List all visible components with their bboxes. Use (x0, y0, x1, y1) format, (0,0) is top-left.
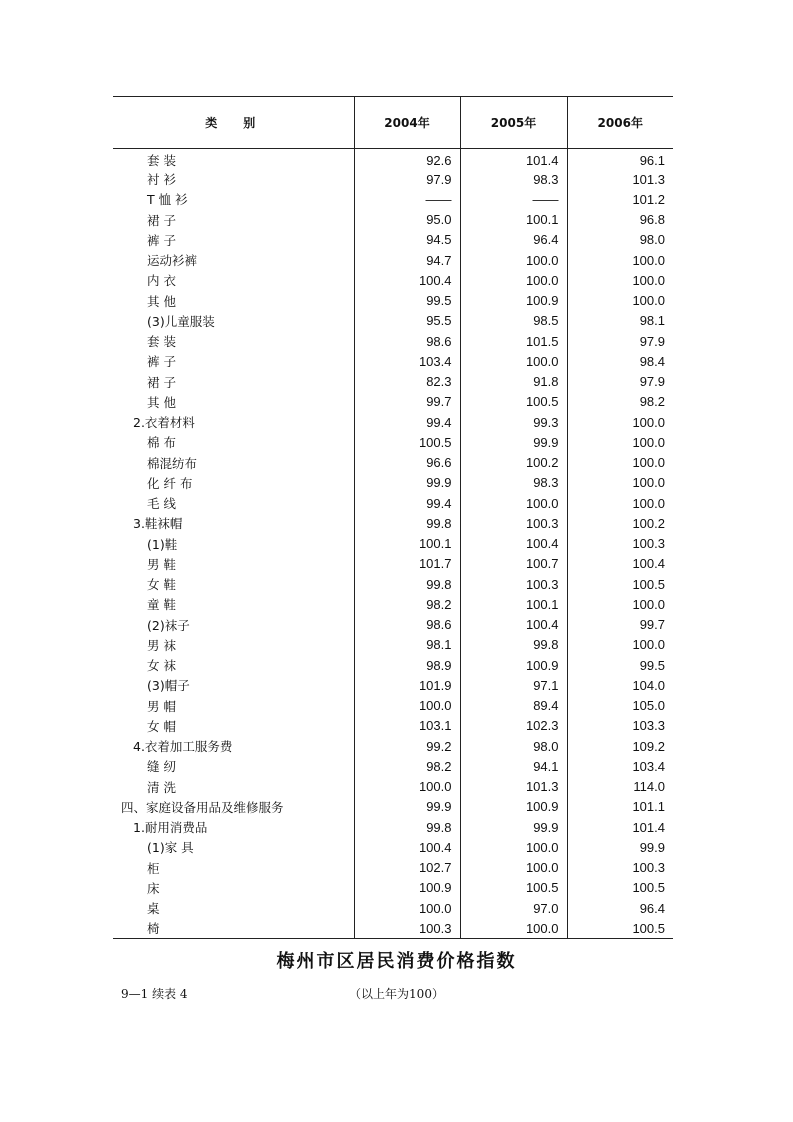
row-value-2005: 100.0 (460, 351, 567, 371)
row-value-2006: 100.0 (567, 432, 673, 452)
table-row (113, 351, 673, 371)
row-category: 四、家庭设备用品及维修服务 (121, 799, 284, 815)
row-value-2004: 99.5 (354, 291, 460, 311)
table-row (113, 797, 673, 817)
row-category: (2)袜子 (147, 617, 190, 633)
row-category: (1)鞋 (147, 536, 178, 552)
row-value-2005: 100.0 (460, 858, 567, 878)
row-value-2004: 101.9 (354, 675, 460, 695)
row-value-2005: 98.3 (460, 169, 567, 189)
header-2006: 2006年 (567, 97, 673, 149)
row-value-2006: 103.4 (567, 756, 673, 776)
table-row (113, 594, 673, 614)
row-value-2004: 100.4 (354, 270, 460, 290)
row-category: 女 帽 (147, 718, 176, 734)
table-row (113, 898, 673, 918)
row-category: 清 洗 (147, 779, 176, 795)
row-value-2005: 97.1 (460, 675, 567, 695)
row-value-2006: 100.0 (567, 270, 673, 290)
table-row (113, 534, 673, 554)
table-row (113, 736, 673, 756)
row-category: 裙 子 (147, 212, 176, 228)
row-value-2005: 100.5 (460, 392, 567, 412)
row-value-2005: 89.4 (460, 696, 567, 716)
table-row (113, 878, 673, 898)
row-value-2006: 100.0 (567, 412, 673, 432)
row-value-2004: 98.1 (354, 635, 460, 655)
row-value-2006: 100.5 (567, 878, 673, 898)
row-value-2004: 101.7 (354, 554, 460, 574)
row-value-2006: 100.0 (567, 291, 673, 311)
row-value-2005: 100.0 (460, 250, 567, 270)
row-value-2006: 98.1 (567, 311, 673, 331)
row-category: 男 鞋 (147, 556, 176, 572)
row-value-2005: 100.9 (460, 797, 567, 817)
row-value-2006: 99.7 (567, 615, 673, 635)
row-category: 裤 子 (147, 232, 176, 248)
table-row (113, 372, 673, 392)
row-value-2004: 97.9 (354, 169, 460, 189)
row-value-2005: —— (460, 189, 567, 209)
row-value-2006: 104.0 (567, 675, 673, 695)
row-value-2004: 96.6 (354, 453, 460, 473)
table-row (113, 493, 673, 513)
table-row (113, 250, 673, 270)
row-category: 椅 (113, 918, 354, 938)
row-category: 童 鞋 (147, 597, 176, 613)
row-category: 女 袜 (147, 658, 176, 674)
row-value-2005: 96.4 (460, 230, 567, 250)
row-value-2005: 100.0 (460, 918, 567, 938)
row-category: (1)家 具 (147, 840, 194, 856)
row-value-2004: 99.4 (354, 412, 460, 432)
table-number: 9—1 续表 4 (121, 987, 188, 1001)
row-category: 棉混纺布 (147, 455, 198, 471)
row-category: 2.衣着材料 (133, 415, 195, 431)
table-row (113, 817, 673, 837)
table-row (113, 696, 673, 716)
row-value-2005: 100.4 (460, 615, 567, 635)
table-row (113, 392, 673, 412)
row-value-2004: 98.2 (354, 594, 460, 614)
row-value-2004: 98.6 (354, 331, 460, 351)
row-category: 床 (147, 880, 160, 896)
row-category: (3)帽子 (147, 678, 190, 694)
row-value-2004: —— (354, 189, 460, 209)
row-value-2004: 94.7 (354, 250, 460, 270)
row-value-2006: 98.4 (567, 351, 673, 371)
row-category: 女 鞋 (147, 577, 176, 593)
row-value-2006: 100.0 (567, 453, 673, 473)
row-category: 化 纤 布 (147, 475, 193, 491)
row-value-2005: 100.1 (460, 210, 567, 230)
row-value-2006: 100.2 (567, 513, 673, 533)
table-row (113, 837, 673, 857)
row-category: 3.鞋袜帽 (133, 516, 183, 532)
table-row (113, 858, 673, 878)
row-category: 套 装 (147, 153, 176, 168)
row-value-2006: 100.0 (567, 635, 673, 655)
row-value-2005: 99.3 (460, 412, 567, 432)
row-value-2004: 100.0 (354, 898, 460, 918)
row-value-2004: 100.5 (354, 432, 460, 452)
row-value-2005: 102.3 (460, 716, 567, 736)
row-category: 内 衣 (147, 273, 176, 289)
row-value-2006: 101.3 (567, 169, 673, 189)
row-value-2005: 100.1 (460, 594, 567, 614)
row-category: 男 袜 (147, 637, 176, 653)
row-value-2006: 96.1 (567, 149, 673, 170)
row-value-2006: 109.2 (567, 736, 673, 756)
row-value-2004: 94.5 (354, 230, 460, 250)
row-value-2006: 105.0 (567, 696, 673, 716)
table-row (113, 655, 673, 675)
table-row (113, 675, 673, 695)
row-value-2004: 95.0 (354, 210, 460, 230)
row-category: T 恤 衫 (147, 192, 188, 208)
row-value-2004: 100.3 (354, 918, 460, 938)
row-value-2006: 114.0 (567, 777, 673, 797)
table-row (113, 777, 673, 797)
row-category: 裤 子 (147, 354, 176, 370)
table-row (113, 513, 673, 533)
row-value-2005: 97.0 (460, 898, 567, 918)
row-value-2006: 100.4 (567, 554, 673, 574)
row-value-2006: 100.0 (567, 493, 673, 513)
table-row (113, 716, 673, 736)
table-row (113, 473, 673, 493)
table-row (113, 635, 673, 655)
price-index-table-container (113, 96, 673, 939)
row-value-2006: 101.2 (567, 189, 673, 209)
table-row (113, 331, 673, 351)
table-row (113, 756, 673, 776)
row-value-2004: 99.8 (354, 513, 460, 533)
header-category: 类别 (113, 97, 354, 149)
row-value-2006: 101.1 (567, 797, 673, 817)
row-value-2006: 101.4 (567, 817, 673, 837)
row-category: 棉 布 (147, 435, 176, 451)
row-value-2005: 99.9 (460, 817, 567, 837)
table-header-row (113, 97, 673, 149)
row-value-2006: 97.9 (567, 331, 673, 351)
table-row (113, 453, 673, 473)
row-category: (3)儿童服装 (147, 313, 215, 329)
row-value-2004: 99.9 (354, 797, 460, 817)
row-value-2006: 100.5 (567, 574, 673, 594)
row-category: 套 装 (147, 334, 176, 350)
row-value-2005: 101.4 (460, 149, 567, 170)
row-value-2004: 100.4 (354, 837, 460, 857)
header-2004: 2004年 (354, 97, 460, 149)
row-category: 男 帽 (147, 698, 176, 714)
row-value-2005: 100.0 (460, 270, 567, 290)
row-value-2005: 99.9 (460, 432, 567, 452)
table-row (113, 149, 673, 170)
row-value-2006: 100.0 (567, 250, 673, 270)
table-row (113, 432, 673, 452)
row-value-2005: 98.0 (460, 736, 567, 756)
table-title: 梅州市区居民消费价格指数 (276, 951, 517, 972)
table-row (113, 169, 673, 189)
table-row (113, 230, 673, 250)
table-row (113, 291, 673, 311)
row-value-2004: 98.9 (354, 655, 460, 675)
row-value-2004: 99.2 (354, 736, 460, 756)
table-row (113, 918, 673, 938)
row-value-2004: 103.1 (354, 716, 460, 736)
row-value-2005: 100.0 (460, 837, 567, 857)
row-value-2004: 82.3 (354, 372, 460, 392)
row-value-2005: 101.3 (460, 777, 567, 797)
row-value-2005: 98.3 (460, 473, 567, 493)
row-value-2006: 100.5 (567, 918, 673, 938)
row-value-2004: 92.6 (354, 149, 460, 170)
header-2005: 2005年 (460, 97, 567, 149)
row-value-2004: 99.9 (354, 473, 460, 493)
row-category: 4.衣着加工服务费 (133, 739, 233, 755)
row-category: 毛 线 (147, 496, 176, 512)
table-row (113, 210, 673, 230)
table-row (113, 311, 673, 331)
row-category: 其 他 (147, 394, 176, 410)
row-value-2004: 98.2 (354, 756, 460, 776)
row-value-2004: 99.4 (354, 493, 460, 513)
row-value-2006: 103.3 (567, 716, 673, 736)
row-category: 桌 (147, 901, 160, 917)
row-value-2005: 100.7 (460, 554, 567, 574)
row-value-2005: 100.3 (460, 574, 567, 594)
row-value-2004: 100.1 (354, 534, 460, 554)
row-category: 柜 (147, 860, 160, 876)
row-value-2005: 100.9 (460, 655, 567, 675)
row-value-2005: 100.0 (460, 493, 567, 513)
row-value-2004: 95.5 (354, 311, 460, 331)
row-value-2004: 103.4 (354, 351, 460, 371)
row-value-2006: 96.4 (567, 898, 673, 918)
table-row (113, 615, 673, 635)
row-category: 缝 纫 (147, 759, 176, 775)
row-value-2006: 96.8 (567, 210, 673, 230)
row-value-2006: 98.0 (567, 230, 673, 250)
row-category: 其 他 (147, 293, 176, 309)
row-value-2005: 94.1 (460, 756, 567, 776)
row-value-2005: 100.3 (460, 513, 567, 533)
table-body (113, 149, 673, 939)
row-value-2004: 100.0 (354, 777, 460, 797)
row-value-2006: 100.3 (567, 858, 673, 878)
row-value-2004: 98.6 (354, 615, 460, 635)
row-value-2006: 99.9 (567, 837, 673, 857)
row-value-2006: 99.5 (567, 655, 673, 675)
row-value-2006: 98.2 (567, 392, 673, 412)
row-value-2005: 91.8 (460, 372, 567, 392)
price-index-table (113, 96, 673, 939)
row-value-2005: 100.2 (460, 453, 567, 473)
row-value-2006: 100.0 (567, 473, 673, 493)
table-row (113, 189, 673, 209)
row-value-2004: 102.7 (354, 858, 460, 878)
row-category: 运动衫裤 (147, 253, 198, 269)
row-category: 1.耐用消费品 (133, 820, 208, 836)
row-value-2004: 99.8 (354, 817, 460, 837)
table-row (113, 412, 673, 432)
row-category: 衬 衫 (147, 172, 176, 188)
row-value-2005: 99.8 (460, 635, 567, 655)
table-row (113, 270, 673, 290)
unit-note: （以上年为100） (349, 987, 444, 1001)
row-category: 裙 子 (147, 374, 176, 390)
row-value-2005: 101.5 (460, 331, 567, 351)
row-value-2004: 100.9 (354, 878, 460, 898)
table-row (113, 554, 673, 574)
row-value-2004: 100.0 (354, 696, 460, 716)
row-value-2006: 97.9 (567, 372, 673, 392)
row-value-2006: 100.3 (567, 534, 673, 554)
row-value-2004: 99.8 (354, 574, 460, 594)
row-value-2005: 98.5 (460, 311, 567, 331)
row-value-2004: 99.7 (354, 392, 460, 412)
row-value-2005: 100.9 (460, 291, 567, 311)
row-value-2006: 100.0 (567, 594, 673, 614)
row-value-2005: 100.4 (460, 534, 567, 554)
table-row (113, 574, 673, 594)
row-value-2005: 100.5 (460, 878, 567, 898)
